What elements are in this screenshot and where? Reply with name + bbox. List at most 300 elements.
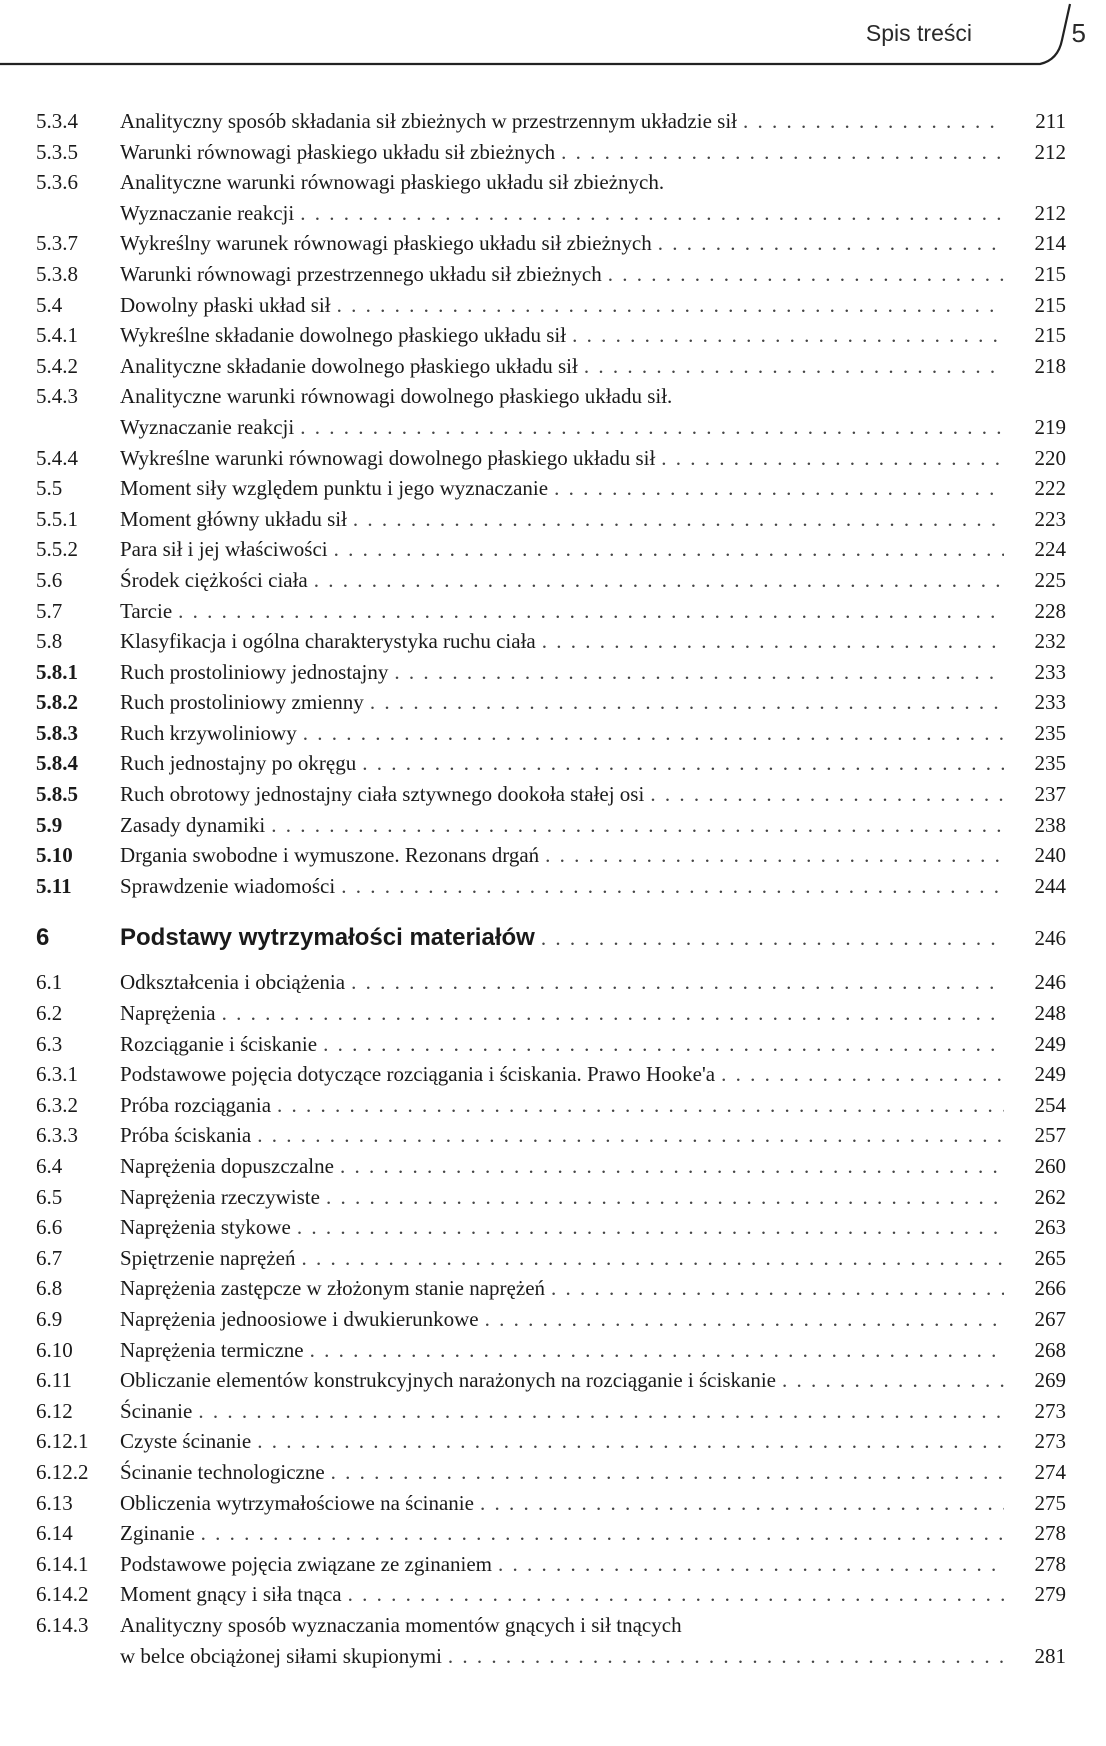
toc-leader-line xyxy=(120,534,1004,565)
toc-leader-line xyxy=(120,1059,1004,1090)
toc-leader-line xyxy=(120,1641,1004,1672)
dot-leader xyxy=(308,565,1004,596)
toc-entry-body xyxy=(120,871,1020,902)
toc-entry-number: 6.1 xyxy=(36,970,63,995)
dot-leader xyxy=(535,915,1004,961)
toc-row xyxy=(36,534,1066,565)
toc-entry-title: Podstawowe pojęcia związane ze zginaniem xyxy=(120,1551,493,1576)
toc-leader-line xyxy=(120,1120,1004,1151)
toc-page-number: 281 xyxy=(1034,1643,1066,1668)
toc-entry-title: Podstawy wytrzymałości materiałów xyxy=(120,924,535,952)
toc-row xyxy=(36,1304,1066,1335)
toc-entry-title: Drgania swobodne i wymuszone. Rezonans drgań xyxy=(120,843,540,868)
toc-entry-number: 5.10 xyxy=(36,843,73,868)
toc-entry-title: Naprężenia rzeczywiste xyxy=(120,1184,320,1209)
dot-leader xyxy=(216,998,1004,1029)
toc-leader-line xyxy=(120,1029,1004,1060)
toc-entry-number: 6.3.2 xyxy=(36,1092,78,1117)
toc-leader-line xyxy=(120,657,1004,688)
toc-row xyxy=(36,1579,1066,1610)
toc-page-number: 238 xyxy=(1034,812,1066,837)
dot-leader xyxy=(442,1641,1004,1672)
toc-entry-number: 6.13 xyxy=(36,1490,73,1515)
toc-leader-line xyxy=(120,1426,1004,1457)
toc-entry-number: 5.3.5 xyxy=(36,139,78,164)
toc-leader-line xyxy=(120,1273,1004,1304)
toc-entry-number: 5.4.4 xyxy=(36,445,78,470)
toc-entry-title: Ścinanie xyxy=(120,1398,193,1423)
toc-entry-body xyxy=(120,1641,1020,1672)
toc-entry-body xyxy=(120,687,1020,718)
toc-entry-number: 6.7 xyxy=(36,1245,63,1270)
toc-entry-number: 5.9 xyxy=(36,812,63,837)
toc-row xyxy=(36,351,1066,382)
toc-row xyxy=(36,381,1066,412)
toc-page-number: 237 xyxy=(1034,782,1066,807)
toc-entry-title: Wykreślne składanie dowolnego płaskiego układu sił xyxy=(120,323,567,348)
dot-leader xyxy=(776,1365,1004,1396)
toc-page-number: 214 xyxy=(1034,231,1066,256)
toc-entry-title: Para sił i jej właściwości xyxy=(120,537,328,562)
toc-row xyxy=(36,1151,1066,1182)
toc-entry-title: Wyznaczanie reakcji xyxy=(120,414,295,439)
toc-entry-title: Analityczny sposób wyznaczania momentów gnących i sił tnących xyxy=(120,1612,682,1637)
dot-leader xyxy=(331,290,1004,321)
toc-page-number: 262 xyxy=(1034,1184,1066,1209)
toc-leader-line xyxy=(120,1488,1004,1519)
toc-entry-number: 5.11 xyxy=(36,873,72,898)
toc-row xyxy=(36,810,1066,841)
toc-entry-number: 6.8 xyxy=(36,1276,63,1301)
page-number: 5 xyxy=(1071,18,1086,48)
toc-page-number: 279 xyxy=(1034,1582,1066,1607)
toc-page-number: 246 xyxy=(1034,926,1066,951)
toc-row xyxy=(36,871,1066,902)
toc-page-number: 278 xyxy=(1034,1551,1066,1576)
toc-row xyxy=(36,718,1066,749)
toc-entry-number: 5.4.3 xyxy=(36,384,78,409)
toc-page-number: 233 xyxy=(1034,659,1066,684)
toc-entry-number: 5.8.4 xyxy=(36,751,78,776)
toc-entry-number: 6.5 xyxy=(36,1184,63,1209)
toc-entry-title: Warunki równowagi płaskiego układu sił zbieżnych xyxy=(120,139,556,164)
toc-row xyxy=(36,320,1066,351)
dot-leader xyxy=(602,259,1004,290)
toc-row xyxy=(36,1610,1066,1641)
running-head-title: Spis treści xyxy=(865,20,972,46)
toc-row xyxy=(36,198,1066,229)
toc-entry-body xyxy=(120,748,1020,779)
toc-leader-line xyxy=(120,1335,1004,1366)
toc-entry-number: 5.5.2 xyxy=(36,537,78,562)
dot-leader xyxy=(545,1273,1004,1304)
toc-leader-line xyxy=(120,779,1004,810)
toc-row xyxy=(36,106,1066,137)
dot-leader xyxy=(715,1059,1004,1090)
dot-leader xyxy=(265,810,1004,841)
toc-page-number: 266 xyxy=(1034,1276,1066,1301)
toc-entry-number: 5.4 xyxy=(36,292,63,317)
toc-entry-body xyxy=(120,1549,1020,1580)
toc-row xyxy=(36,167,1066,198)
dot-leader xyxy=(578,351,1004,382)
toc-leader-line xyxy=(120,1579,1004,1610)
toc-entry-body xyxy=(120,443,1020,474)
toc-entry-title: Analityczne składanie dowolnego płaskiego układu sił xyxy=(120,353,578,378)
dot-leader xyxy=(737,106,1004,137)
toc-row xyxy=(36,1488,1066,1519)
toc-page-number: 211 xyxy=(1035,109,1066,133)
dot-leader xyxy=(342,1579,1004,1610)
toc-entry-number: 5.3.4 xyxy=(36,109,78,133)
dot-leader xyxy=(291,1212,1004,1243)
dot-leader xyxy=(296,1243,1005,1274)
toc-entry-body xyxy=(120,259,1020,290)
toc-leader-line xyxy=(120,1304,1004,1335)
toc-page-number: 219 xyxy=(1034,414,1066,439)
toc-leader-line xyxy=(120,106,1004,137)
toc-entry-number: 6.3.1 xyxy=(36,1062,78,1087)
toc-entry-number: 6 xyxy=(36,924,50,952)
toc-entry-title: Ruch krzywoliniowy xyxy=(120,720,297,745)
toc-entry-number: 5.5.1 xyxy=(36,506,78,531)
toc-entry-number: 6.3 xyxy=(36,1031,63,1056)
toc-page-number: 274 xyxy=(1034,1459,1066,1484)
toc-entry-body xyxy=(120,1518,1020,1549)
toc-leader-line xyxy=(120,504,1004,535)
toc-page-number: 240 xyxy=(1034,843,1066,868)
toc-entry-body xyxy=(120,320,1020,351)
toc-entry-title: Naprężenia dopuszczalne xyxy=(120,1154,334,1178)
toc-leader-line xyxy=(120,1457,1004,1488)
toc-entry-title: w belce obciążonej siłami skupionymi xyxy=(120,1643,442,1668)
toc-row xyxy=(36,748,1066,779)
toc-leader-line xyxy=(120,967,1004,998)
toc-entry-body xyxy=(120,1151,1020,1182)
toc-entry-number: 6.11 xyxy=(36,1368,72,1393)
toc-page-number: 235 xyxy=(1034,751,1066,776)
dot-leader xyxy=(317,1029,1004,1060)
dot-leader xyxy=(566,320,1004,351)
toc-entry-body xyxy=(120,1365,1020,1396)
toc-entry-number: 6.12 xyxy=(36,1398,73,1423)
toc-entry-title: Wyznaczanie reakcji xyxy=(120,200,295,225)
toc-leader-line xyxy=(120,1151,1004,1182)
toc-row xyxy=(36,412,1066,443)
toc-row xyxy=(36,504,1066,535)
toc-leader-line xyxy=(120,1396,1004,1427)
toc-row xyxy=(36,1182,1066,1213)
toc-row xyxy=(36,228,1066,259)
toc-entry-body xyxy=(120,381,1020,412)
toc-page-number: 225 xyxy=(1034,567,1066,592)
toc-leader-line xyxy=(120,840,1004,871)
toc-leader-line xyxy=(120,443,1004,474)
toc-entry-body xyxy=(120,1059,1020,1090)
toc-entry-body xyxy=(120,1335,1020,1366)
toc-row xyxy=(36,687,1066,718)
toc-row xyxy=(36,596,1066,627)
toc-row xyxy=(36,840,1066,871)
toc-row xyxy=(36,1273,1066,1304)
toc-row xyxy=(36,259,1066,290)
toc-page-number: 235 xyxy=(1034,720,1066,745)
toc-page-number: 218 xyxy=(1034,353,1066,378)
toc-page-number: 212 xyxy=(1034,139,1066,164)
dot-leader xyxy=(297,718,1004,749)
dot-leader xyxy=(172,596,1004,627)
toc-page-number: 263 xyxy=(1034,1215,1066,1240)
toc-entry-title: Obliczenia wytrzymałościowe na ścinanie xyxy=(120,1490,474,1515)
toc-row xyxy=(36,998,1066,1029)
toc-leader-line xyxy=(120,198,1004,229)
toc-page-number: 249 xyxy=(1034,1062,1066,1087)
toc-entry-body xyxy=(120,198,1020,229)
toc-leader-line xyxy=(120,565,1004,596)
toc-entry-title: Moment siły względem punktu i jego wyznaczanie xyxy=(120,476,549,501)
dot-leader xyxy=(644,779,1004,810)
dot-leader xyxy=(555,137,1004,168)
toc-entry-number: 6.14.3 xyxy=(36,1612,89,1637)
dot-leader xyxy=(536,626,1004,657)
toc-entry-title: Ścinanie technologiczne xyxy=(120,1459,325,1484)
toc-row xyxy=(36,967,1066,998)
toc-entry-title: Zginanie xyxy=(120,1521,195,1546)
toc-row xyxy=(36,1396,1066,1427)
toc-page-number: 244 xyxy=(1034,873,1066,898)
toc-page-number: 278 xyxy=(1034,1521,1066,1546)
toc-entry-body xyxy=(120,1243,1020,1274)
toc-page-number: 215 xyxy=(1034,261,1066,286)
toc-entry-title: Podstawowe pojęcia dotyczące rozciągania i ściskania. Prawo Hooke'a xyxy=(120,1062,716,1087)
toc-entry-body xyxy=(120,473,1020,504)
toc-entry-title: Wykreślne warunki równowagi dowolnego płaskiego układu sił xyxy=(120,445,656,470)
toc-leader-line xyxy=(120,351,1004,382)
toc-entry-body xyxy=(120,657,1020,688)
toc-leader-line xyxy=(120,810,1004,841)
toc-entry-title: Warunki równowagi przestrzennego układu sił zbieżnych xyxy=(120,261,602,286)
toc-entry-number: 6.14.2 xyxy=(36,1582,89,1607)
toc-page-number: 269 xyxy=(1034,1368,1066,1393)
toc-entry-number: 6.9 xyxy=(36,1306,63,1331)
toc-entry-title: Zasady dynamiki xyxy=(120,812,266,837)
dot-leader xyxy=(335,871,1004,902)
toc-leader-line xyxy=(120,915,1004,961)
toc-page-number: 268 xyxy=(1034,1337,1066,1362)
toc-entry-title: Moment gnący i siła tnąca xyxy=(120,1582,342,1607)
toc-row xyxy=(36,1059,1066,1090)
toc-page-number: 273 xyxy=(1034,1398,1066,1423)
dot-leader xyxy=(271,1090,1004,1121)
toc-page-number: 254 xyxy=(1034,1092,1066,1117)
toc-entry-title: Klasyfikacja i ogólna charakterystyka ruchu ciała xyxy=(120,629,536,654)
toc-entry-body xyxy=(120,779,1020,810)
toc-leader-line xyxy=(120,1212,1004,1243)
toc-leader-line xyxy=(120,626,1004,657)
toc-entry-title: Analityczne warunki równowagi dowolnego płaskiego układu sił. xyxy=(120,384,673,409)
toc-entry-title: Próba rozciągania xyxy=(120,1092,272,1117)
dot-leader xyxy=(492,1549,1004,1580)
dot-leader xyxy=(192,1396,1004,1427)
toc-entry-body xyxy=(120,290,1020,321)
toc-row xyxy=(36,779,1066,810)
toc-row xyxy=(36,1029,1066,1060)
toc-row xyxy=(36,1549,1066,1580)
toc-page-number: 220 xyxy=(1034,445,1066,470)
toc-leader-line xyxy=(120,998,1004,1029)
dot-leader xyxy=(251,1120,1004,1151)
toc-entry-body xyxy=(120,1029,1020,1060)
toc-entry-body xyxy=(120,1396,1020,1427)
dot-leader xyxy=(655,443,1004,474)
dot-leader xyxy=(548,473,1004,504)
toc-entry-number: 6.12.1 xyxy=(36,1429,89,1454)
dot-leader xyxy=(320,1182,1004,1213)
toc-entry-body xyxy=(120,1120,1020,1151)
toc-leader-line xyxy=(120,137,1004,168)
toc-leader-line xyxy=(120,687,1004,718)
dot-leader xyxy=(539,840,1004,871)
toc-entry-title: Naprężenia jednoosiowe i dwukierunkowe xyxy=(120,1306,479,1331)
toc-entry-title: Czyste ścinanie xyxy=(120,1429,252,1454)
toc-entry-body xyxy=(120,1457,1020,1488)
dot-leader xyxy=(388,657,1004,688)
toc-chapter-row xyxy=(36,915,1066,961)
toc-leader-line xyxy=(120,412,1004,443)
toc-row xyxy=(36,290,1066,321)
toc-leader-line xyxy=(120,718,1004,749)
toc-row xyxy=(36,443,1066,474)
toc-row xyxy=(36,1212,1066,1243)
toc-page-number: 267 xyxy=(1034,1306,1066,1331)
toc-entry-body xyxy=(120,626,1020,657)
toc-entry-title: Tarcie xyxy=(120,598,173,623)
toc-entry-title: Spiętrzenie naprężeń xyxy=(120,1245,296,1270)
toc-page-number: 215 xyxy=(1034,292,1066,317)
toc-entry-body xyxy=(120,351,1020,382)
toc-entry-title: Analityczny sposób składania sił zbieżnych w przestrzennym układzie sił xyxy=(120,109,737,133)
toc-entry-body xyxy=(120,967,1020,998)
table-of-contents xyxy=(36,106,1066,1671)
toc-entry-body xyxy=(120,718,1020,749)
toc-page-number: 223 xyxy=(1034,506,1066,531)
toc-entry-body xyxy=(120,1488,1020,1519)
toc-leader-line xyxy=(120,290,1004,321)
toc-entry-title: Odkształcenia i obciążenia xyxy=(120,970,346,995)
toc-entry-number: 6.6 xyxy=(36,1215,63,1240)
dot-leader xyxy=(304,1335,1004,1366)
toc-entry-title: Środek ciężkości ciała xyxy=(120,567,308,592)
dot-leader xyxy=(334,1151,1004,1182)
toc-entry-body xyxy=(120,412,1020,443)
toc-row xyxy=(36,657,1066,688)
toc-entry-number: 6.2 xyxy=(36,1001,63,1026)
toc-page-number: 228 xyxy=(1034,598,1066,623)
toc-page-number: 212 xyxy=(1034,200,1066,225)
toc-entry-number: 5.4.1 xyxy=(36,323,78,348)
toc-entry-body xyxy=(120,137,1020,168)
toc-entry-body xyxy=(120,1090,1020,1121)
dot-leader xyxy=(251,1426,1004,1457)
toc-leader-line xyxy=(120,1090,1004,1121)
toc-entry-number: 5.7 xyxy=(36,598,63,623)
toc-entry-body xyxy=(120,1304,1020,1335)
toc-page-number: 257 xyxy=(1034,1123,1066,1148)
toc-entry-number: 5.8.3 xyxy=(36,720,78,745)
toc-entry-number: 5.8.2 xyxy=(36,690,78,715)
toc-entry-body xyxy=(120,1273,1020,1304)
toc-leader-line xyxy=(120,1365,1004,1396)
toc-page-number: 265 xyxy=(1034,1245,1066,1270)
toc-entry-body xyxy=(120,1182,1020,1213)
toc-entry-title: Analityczne warunki równowagi płaskiego układu sił zbieżnych. xyxy=(120,170,665,195)
toc-page-number: 222 xyxy=(1034,476,1066,501)
dot-leader xyxy=(479,1304,1004,1335)
toc-leader-line xyxy=(120,748,1004,779)
toc-page-number: 232 xyxy=(1034,629,1066,654)
toc-entry-number: 5.3.6 xyxy=(36,170,78,195)
toc-page-number: 246 xyxy=(1034,970,1066,995)
toc-row xyxy=(36,137,1066,168)
toc-entry-body xyxy=(120,1426,1020,1457)
toc-row xyxy=(36,1426,1066,1457)
toc-row xyxy=(36,1518,1066,1549)
toc-entry-title: Ruch prostoliniowy jednostajny xyxy=(120,659,389,684)
toc-entry-body xyxy=(120,915,1020,961)
toc-entry-number: 6.10 xyxy=(36,1337,73,1362)
toc-entry-body xyxy=(120,596,1020,627)
toc-leader-line xyxy=(120,1243,1004,1274)
toc-row xyxy=(36,1243,1066,1274)
toc-page-number: 275 xyxy=(1034,1490,1066,1515)
dot-leader xyxy=(328,534,1004,565)
toc-entry-title: Naprężenia xyxy=(120,1001,216,1026)
toc-entry-body xyxy=(120,504,1020,535)
toc-entry-number: 5.3.7 xyxy=(36,231,78,256)
toc-entry-title: Obliczanie elementów konstrukcyjnych narażonych na rozciąganie i ściskanie xyxy=(120,1368,776,1393)
toc-entry-number: 5.3.8 xyxy=(36,261,78,286)
toc-leader-line xyxy=(120,1518,1004,1549)
dot-leader xyxy=(474,1488,1004,1519)
toc-row xyxy=(36,1090,1066,1121)
dot-leader xyxy=(652,228,1004,259)
toc-entry-body xyxy=(120,998,1020,1029)
toc-entry-title: Naprężenia zastępcze w złożonym stanie naprężeń xyxy=(120,1276,546,1301)
toc-page-number: 233 xyxy=(1034,690,1066,715)
toc-row xyxy=(36,1335,1066,1366)
toc-page-number: 224 xyxy=(1034,537,1066,562)
toc-page-number: 260 xyxy=(1034,1154,1066,1178)
toc-entry-number: 5.4.2 xyxy=(36,353,78,378)
toc-entry-title: Sprawdzenie wiadomości xyxy=(120,873,336,898)
toc-row xyxy=(36,1641,1066,1672)
page-header xyxy=(0,0,1106,80)
toc-leader-line xyxy=(120,1549,1004,1580)
toc-entry-title: Ruch prostoliniowy zmienny xyxy=(120,690,364,715)
toc-row xyxy=(36,1365,1066,1396)
toc-entry-title: Moment główny układu sił xyxy=(120,506,347,531)
toc-entry-body xyxy=(120,1610,1020,1641)
toc-entry-title: Naprężenia stykowe xyxy=(120,1215,291,1240)
toc-entry-body xyxy=(120,810,1020,841)
toc-entry-body xyxy=(120,534,1020,565)
dot-leader xyxy=(364,687,1004,718)
toc-entry-body xyxy=(120,1212,1020,1243)
toc-entry-body xyxy=(120,167,1020,198)
toc-leader-line xyxy=(120,1182,1004,1213)
toc-row xyxy=(36,473,1066,504)
toc-leader-line xyxy=(120,320,1004,351)
